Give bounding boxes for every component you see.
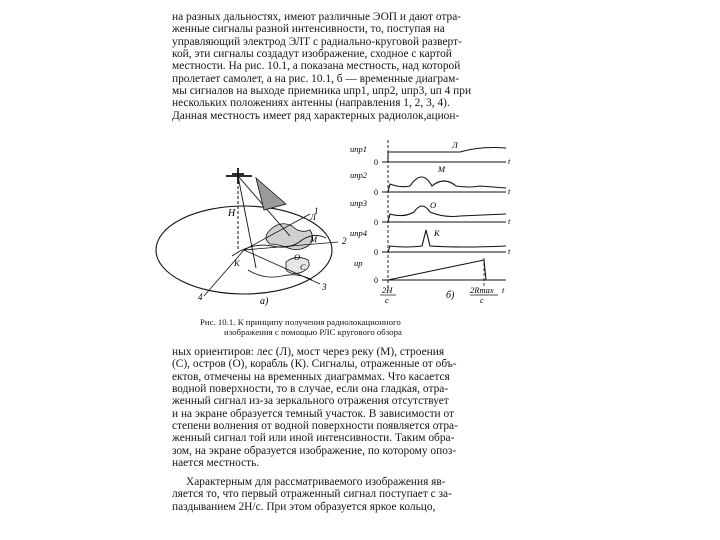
text-line: паздыванием 2H/c. При этом образуется яркое кольцо,: [172, 500, 436, 513]
text-line: нается местность.: [172, 457, 260, 470]
object-label-forest: Л: [310, 212, 316, 222]
text-line: пролетает самолет, а на рис. 10.1, б — временные диаграм-: [172, 72, 460, 85]
signal-label-2: uпр2: [350, 170, 367, 180]
figure-panel-b: [350, 140, 511, 305]
text-line: степени волнения от водной поверхности появляется отра-: [172, 420, 458, 433]
text-line: на разных дальностях, имеют различные ЭОП и дают отра-: [172, 11, 462, 23]
text-line: местности. На рис. 10.1, а показана местность, над которой: [172, 60, 461, 73]
direction-label-3: 3: [322, 282, 327, 292]
signal-zero-1: 0: [374, 158, 378, 167]
time-label-2: t: [508, 186, 511, 196]
text-line: кой, эти сигналы создадут изображение, сходное с картой: [172, 48, 452, 61]
caption-line-2: изображения с помощью РЛС кругового обзора: [224, 327, 402, 337]
signal-label-5: uр: [354, 258, 363, 268]
direction-label-1: 1: [314, 206, 319, 216]
object-label-island: О: [294, 252, 301, 262]
signal-zero-3: 0: [374, 218, 378, 227]
object-label-bridge: М: [310, 234, 318, 244]
time-label-1: t: [508, 156, 511, 166]
text-line: женный сигнал из-за зеркального отражения отсутствует: [172, 395, 449, 408]
signal-zero-5: 0: [374, 276, 378, 285]
figure-10-1: [160, 138, 520, 316]
x-tick-2rmax-den: c: [480, 295, 484, 305]
paragraph-conclusion: [172, 476, 508, 513]
text-line: ляется то, что первый отраженный сигнал поступает с за-: [172, 488, 452, 501]
text-line: (С), остров (О), корабль (К). Сигналы, отраженные от объ-: [172, 358, 457, 371]
sweep-sawtooth: [388, 260, 486, 280]
direction-line-4: [204, 250, 244, 296]
object-label-buildings: С: [300, 262, 306, 272]
signal-trace-2: [382, 177, 506, 192]
signal-zero-2: 0: [374, 188, 378, 197]
panel-label-b: б): [446, 290, 455, 301]
text-line: управляющий электрод ЭЛТ с радиально-круговой разверт-: [172, 35, 462, 48]
signal-label-4: uпр4: [350, 228, 367, 238]
x-tick-2h-den: c: [385, 295, 389, 305]
direction-label-4: 4: [198, 292, 203, 302]
text-line: нескольких положениях антенны (направления 1, 2, 3, 4).: [172, 97, 450, 110]
text-line: мы сигналов на выходе приемника uпр1, uпр2, uпр3, uп 4 при: [172, 85, 472, 98]
text-line: ных ориентиров: лес (Л), мост через реку (М), строения: [172, 346, 445, 358]
text-line: ектов, отмечены на временных диаграммах. Что касается: [172, 370, 450, 383]
panel-label-a: а): [260, 296, 269, 307]
text-line: зом, на экране образуется изображение, по которому опоз-: [172, 444, 457, 457]
signal-trace-1: [382, 148, 506, 163]
time-label-3: t: [508, 216, 511, 226]
caption-line-1: Рис. 10.1. К принципу получения радиолокационного: [200, 317, 401, 327]
figure-panel-a: [156, 168, 347, 307]
object-label-ship: К: [234, 258, 240, 268]
time-label-4: t: [508, 246, 511, 256]
height-label: H: [228, 208, 236, 219]
signal-mark-1: Л: [452, 140, 458, 150]
text-line: водной поверхности, то в случае, если она гладкая, отра-: [172, 383, 449, 396]
time-label-5: t: [502, 285, 505, 295]
direction-label-2: 2: [342, 236, 347, 246]
antenna-beam: [256, 178, 286, 210]
text-line: женный сигнал той или иной интенсивности. Таким обра-: [172, 432, 455, 445]
figure-caption: [200, 317, 500, 337]
text-line: Данная местность имеет ряд характерных радиолок,ацион-: [172, 109, 460, 122]
text-line: Характерным для рассматриваемого изображения яв-: [186, 476, 446, 488]
text-line: женные сигналы разной интенсивности, то, поступая на: [172, 23, 445, 36]
x-tick-2rmax: 2Rmax: [470, 285, 494, 295]
text-line: и на экране образуется темный участок. В зависимости от: [172, 407, 455, 420]
signal-trace-3: [382, 206, 506, 222]
signal-label-1: uпр1: [350, 144, 367, 154]
paragraph-landmarks: [172, 346, 508, 469]
x-tick-2h: 2H: [382, 285, 393, 295]
signal-mark-4: К: [434, 228, 440, 238]
signal-label-3: uпр3: [350, 198, 367, 208]
signal-mark-3: О: [430, 200, 437, 210]
signal-zero-4: 0: [374, 248, 378, 257]
paragraph-intro: [172, 11, 508, 122]
terrain-features: [266, 224, 313, 250]
signal-mark-2: М: [438, 164, 446, 174]
signal-trace-4: [382, 230, 506, 252]
